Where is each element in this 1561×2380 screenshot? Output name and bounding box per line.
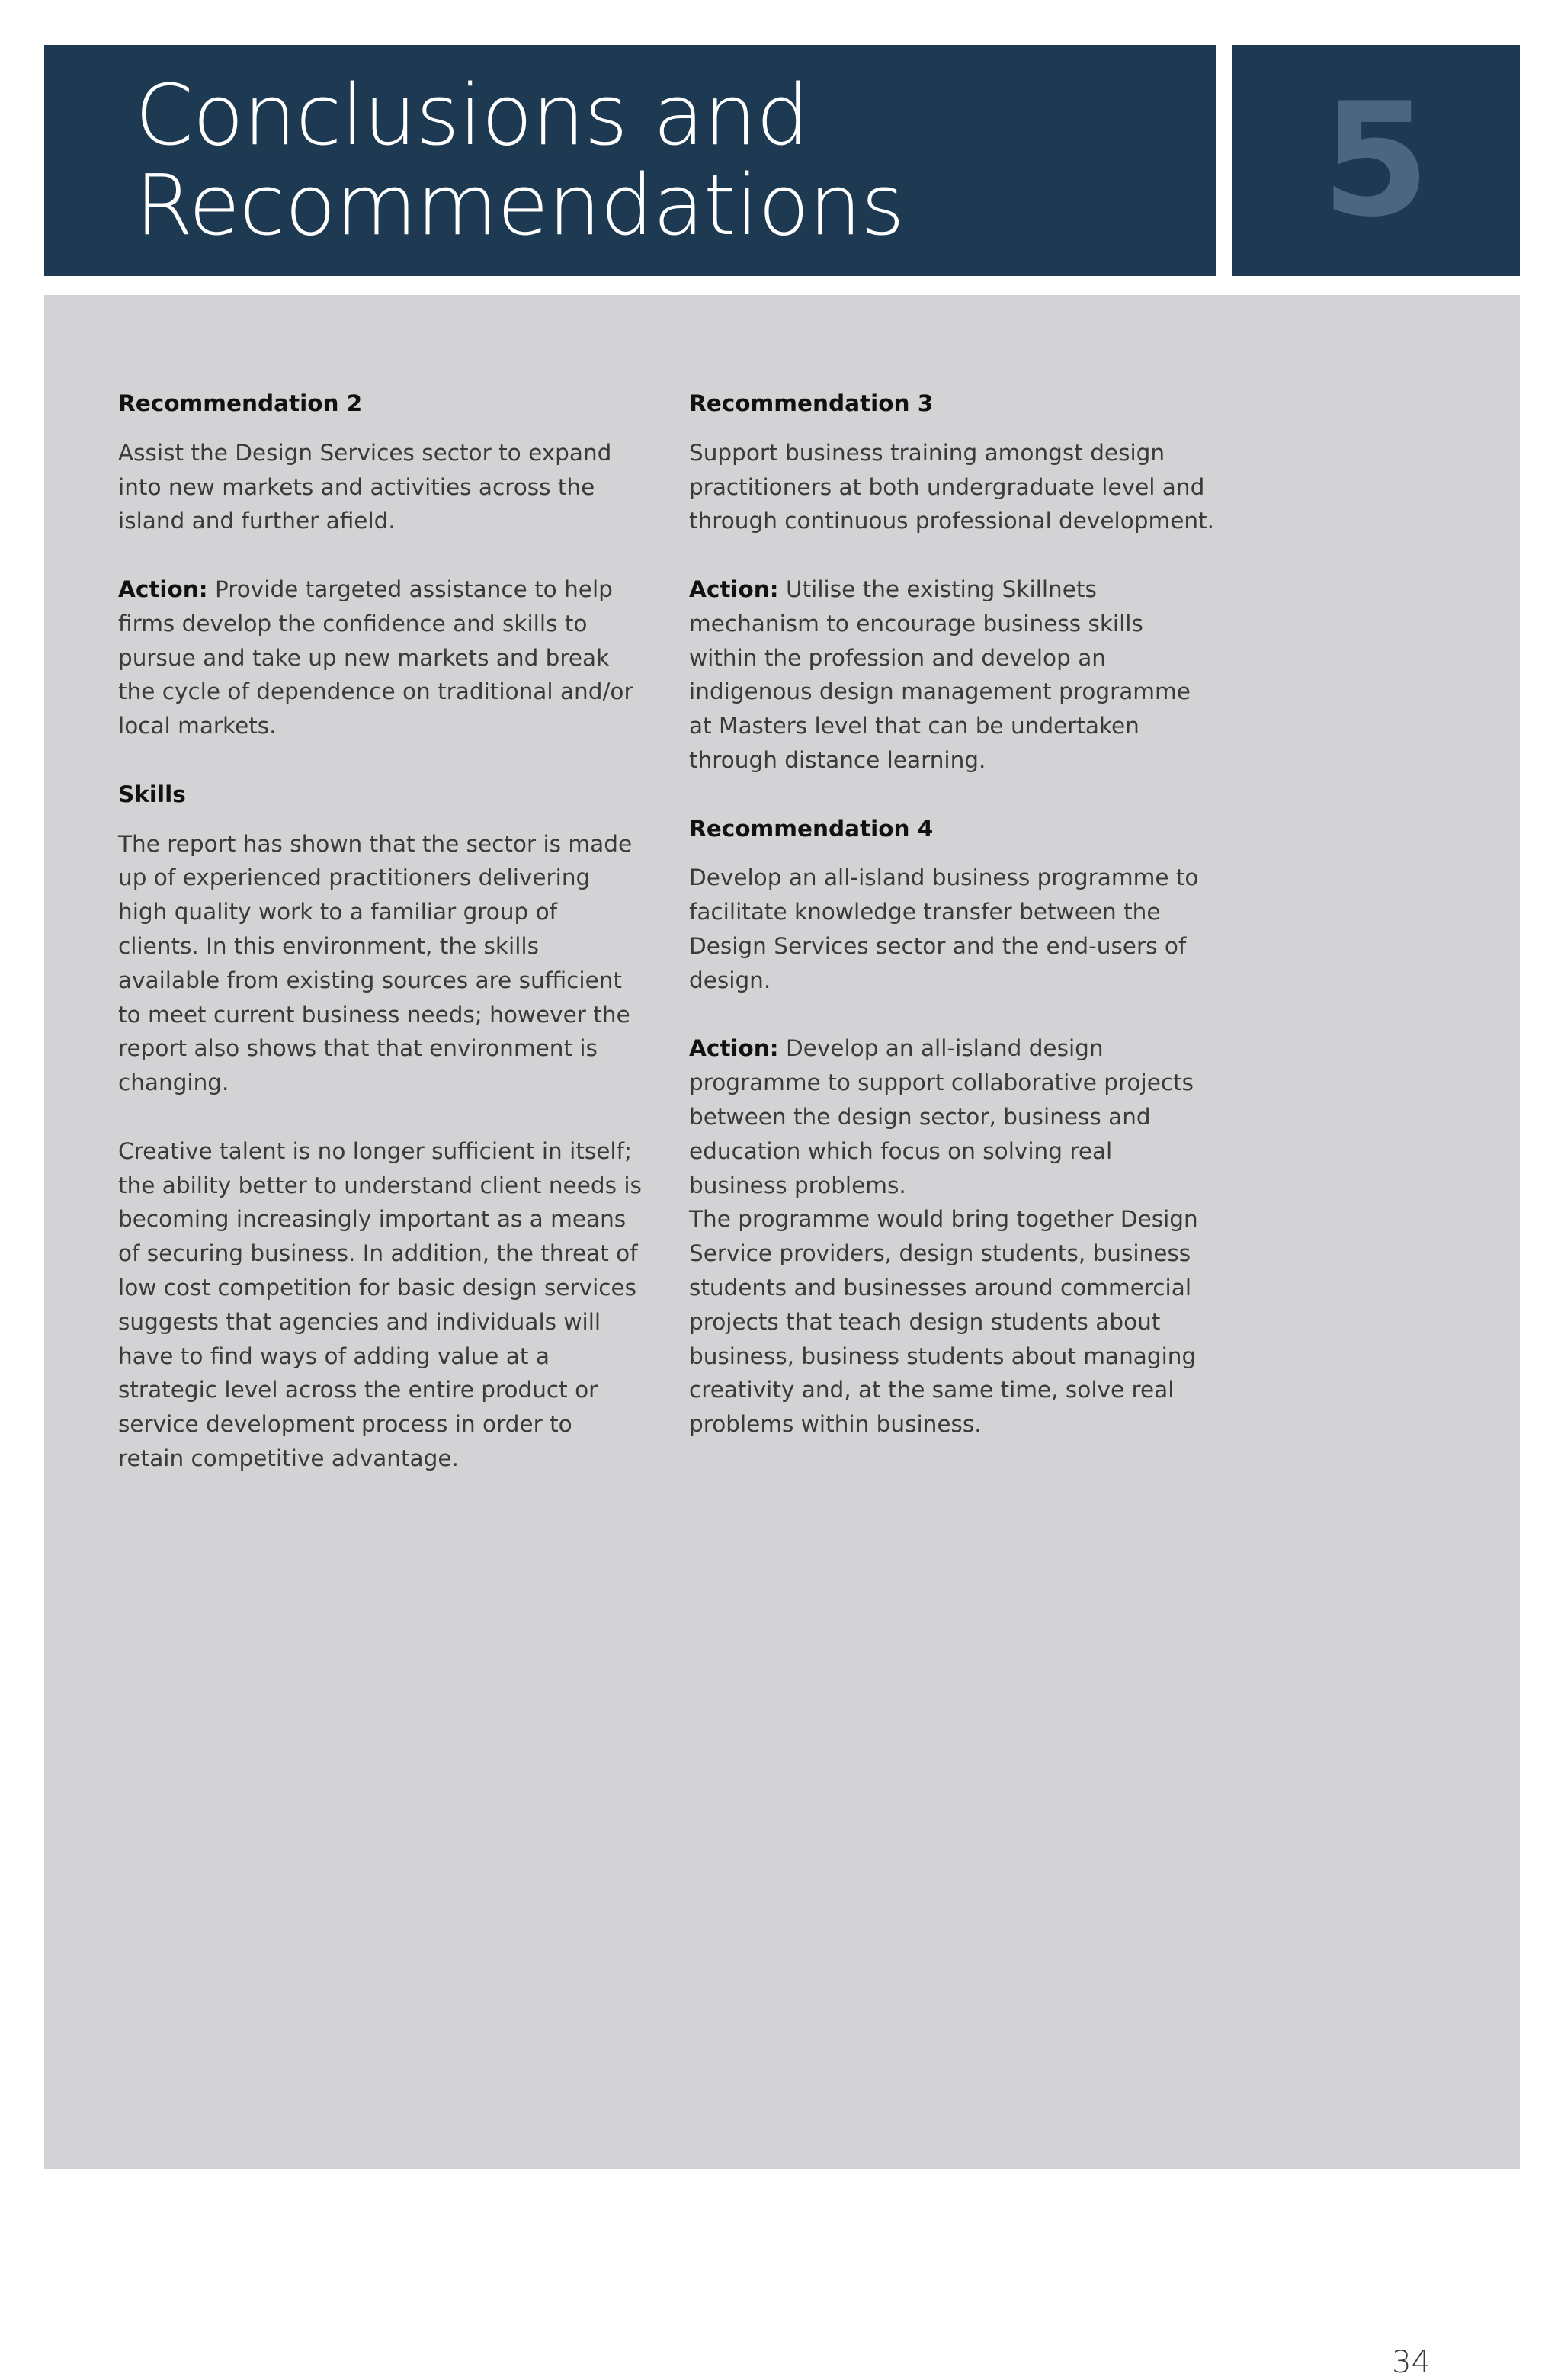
chapter-number: 5 bbox=[1321, 70, 1431, 252]
recommendation-3-text: Support business training amongst design practitioners at both undergraduate level and through continuous professional development. bbox=[689, 439, 1215, 534]
chapter-number-box bbox=[1232, 45, 1520, 276]
action-text: Provide targeted assistance to help firms develop the confidence and skills to pursue and take up new markets and break the cycle of dependence on traditional and/or local markets. bbox=[118, 576, 633, 739]
page-title-line-1: Conclusions and bbox=[135, 66, 809, 164]
skills-heading: Skills bbox=[118, 781, 186, 807]
page-number: 34 bbox=[1392, 2345, 1431, 2380]
page-title bbox=[135, 66, 904, 254]
right-column bbox=[689, 387, 1215, 1476]
recommendation-4-heading: Recommendation 4 bbox=[689, 815, 934, 842]
left-column bbox=[118, 387, 644, 1510]
action-text: Utilise the existing Skillnets mechanism to encourage business skills within the profession and develop an indigenous design management programme at Masters level that can be undertaken through distance learning. bbox=[689, 576, 1191, 773]
content-panel bbox=[44, 295, 1520, 2380]
recommendation-4-action bbox=[689, 1031, 1215, 1202]
recommendation-3-action bbox=[689, 573, 1215, 778]
page-title-line-2: Recommendations bbox=[135, 156, 904, 254]
action-label: Action: bbox=[689, 576, 779, 602]
action-label: Action: bbox=[689, 1035, 779, 1062]
recommendation-2-text: Assist the Design Services sector to expand into new markets and activities across the island and further afield. bbox=[118, 439, 612, 534]
recommendation-2-heading: Recommendation 2 bbox=[118, 390, 363, 416]
recommendation-2-action bbox=[118, 573, 644, 743]
recommendation-3-heading: Recommendation 3 bbox=[689, 390, 934, 416]
action-label: Action: bbox=[118, 576, 208, 602]
chapter-title-banner bbox=[44, 45, 1216, 276]
recommendation-4-text: Develop an all-island business programme to facilitate knowledge transfer between the Design Services sector and the end-users of design. bbox=[689, 864, 1199, 993]
skills-paragraph-2: Creative talent is no longer sufficient in itself; the ability better to understand client needs is becoming increasingly important as a means of securing business. In addition, the threat of low cost competition for basic design services suggests that agencies and individuals will have to find ways of adding value at a strategic level across the entire product or service development process in order to retain competitive advantage. bbox=[118, 1137, 642, 1471]
action-text: Develop an all-island design programme to support collaborative projects between the design sector, business and education which focus on solving real business problems. bbox=[689, 1035, 1194, 1198]
recommendation-4-programme-text: The programme would bring together Design Service providers, design students, business students and businesses around commercial projects that teach design students about business, business students about managing creativity and, at the same time, solve real problems within business. bbox=[689, 1206, 1198, 1438]
skills-paragraph-1: The report has shown that the sector is made up of experienced practitioners delivering high quality work to a familiar group of clients. In this environment, the skills available from existing sources are sufficient to meet current business needs; however the report also shows that that environment is changing. bbox=[118, 830, 633, 1096]
